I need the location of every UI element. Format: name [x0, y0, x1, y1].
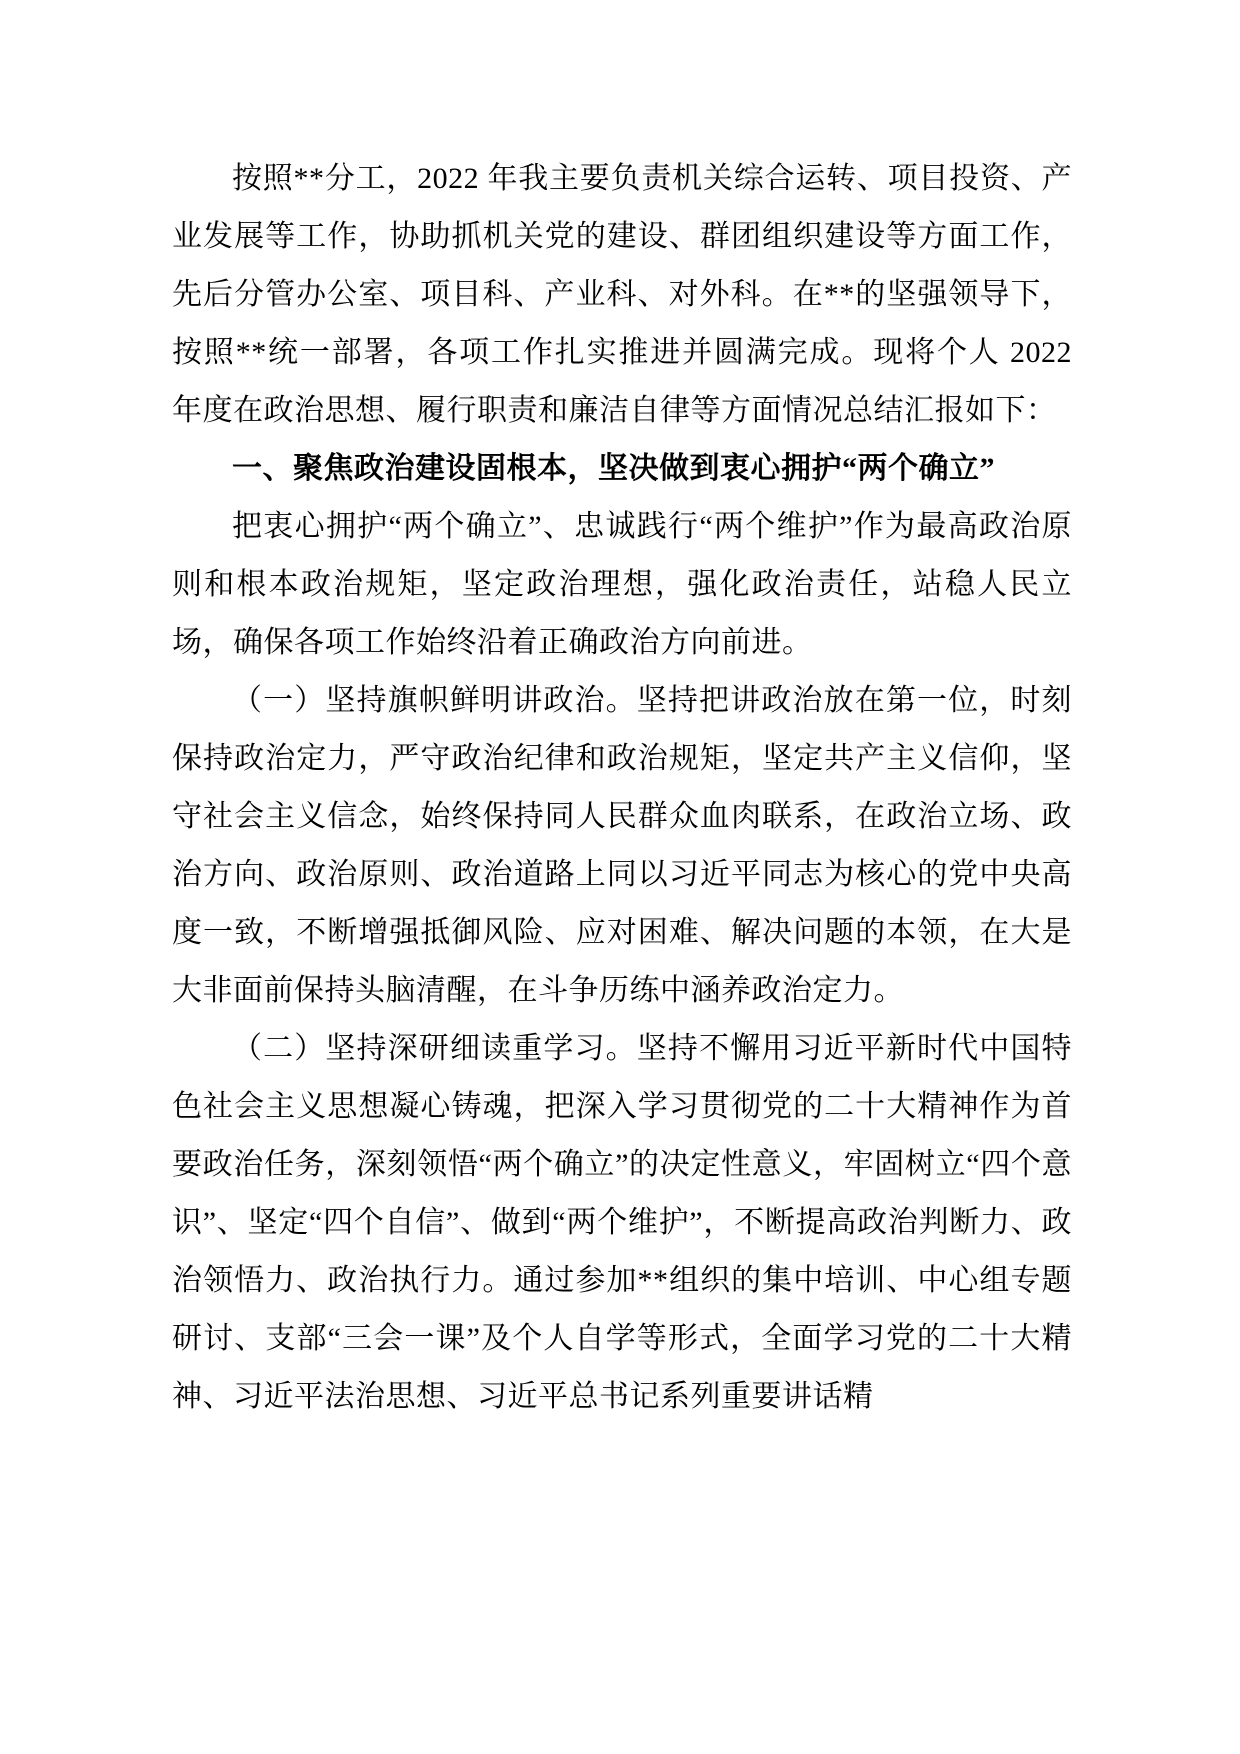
section-heading-1: 一、聚焦政治建设固根本，坚决做到衷心拥护“两个确立”	[232, 452, 995, 485]
paragraph-section-1-overview: 把衷心拥护“两个确立”、忠诚践行“两个维护”作为最高政治原则和根本政治规矩，坚定政治理想，强化政治责任，站稳人民立场，确保各项工作始终沿着正确政治方向前进。	[172, 510, 1072, 659]
paragraph-subsection-1-1: （一）坚持旗帜鲜明讲政治。坚持把讲政治放在第一位，时刻保持政治定力，严守政治纪律和政治规矩，坚定共产主义信仰，坚守社会主义信念，始终保持同人民群众血肉联系，在政治立场、政治方向、政治原则、政治道路上同以习近平同志为核心的党中央高度一致，不断增强抵御风险、应对困难、解决问题的本领，在大是大非面前保持头脑清醒，在斗争历练中涵养政治定力。	[172, 684, 1072, 1007]
paragraph-subsection-1-2: （二）坚持深研细读重学习。坚持不懈用习近平新时代中国特色社会主义思想凝心铸魂，把深入学习贯彻党的二十大精神作为首要政治任务，深刻领悟“两个确立”的决定性意义，牢固树立“四个意识”、坚定“四个自信”、做到“两个维护”，不断提高政治判断力、政治领悟力、政治执行力。通过参加**组织的集中培训、中心组专题研讨、支部“三会一课”及个人自学等形式，全面学习党的二十大精神、习近平法治思想、习近平总书记系列重要讲话精	[172, 1032, 1072, 1413]
paragraph-intro: 按照**分工，2022 年我主要负责机关综合运转、项目投资、产业发展等工作，协助抓机关党的建设、群团组织建设等方面工作，先后分管办公室、项目科、产业科、对外科。在**的坚强领导下，按照**统一部署，各项工作扎实推进并圆满完成。现将个人 2022 年度在政治思想、履行职责和廉洁自律等方面情况总结汇报如下：	[172, 162, 1072, 427]
